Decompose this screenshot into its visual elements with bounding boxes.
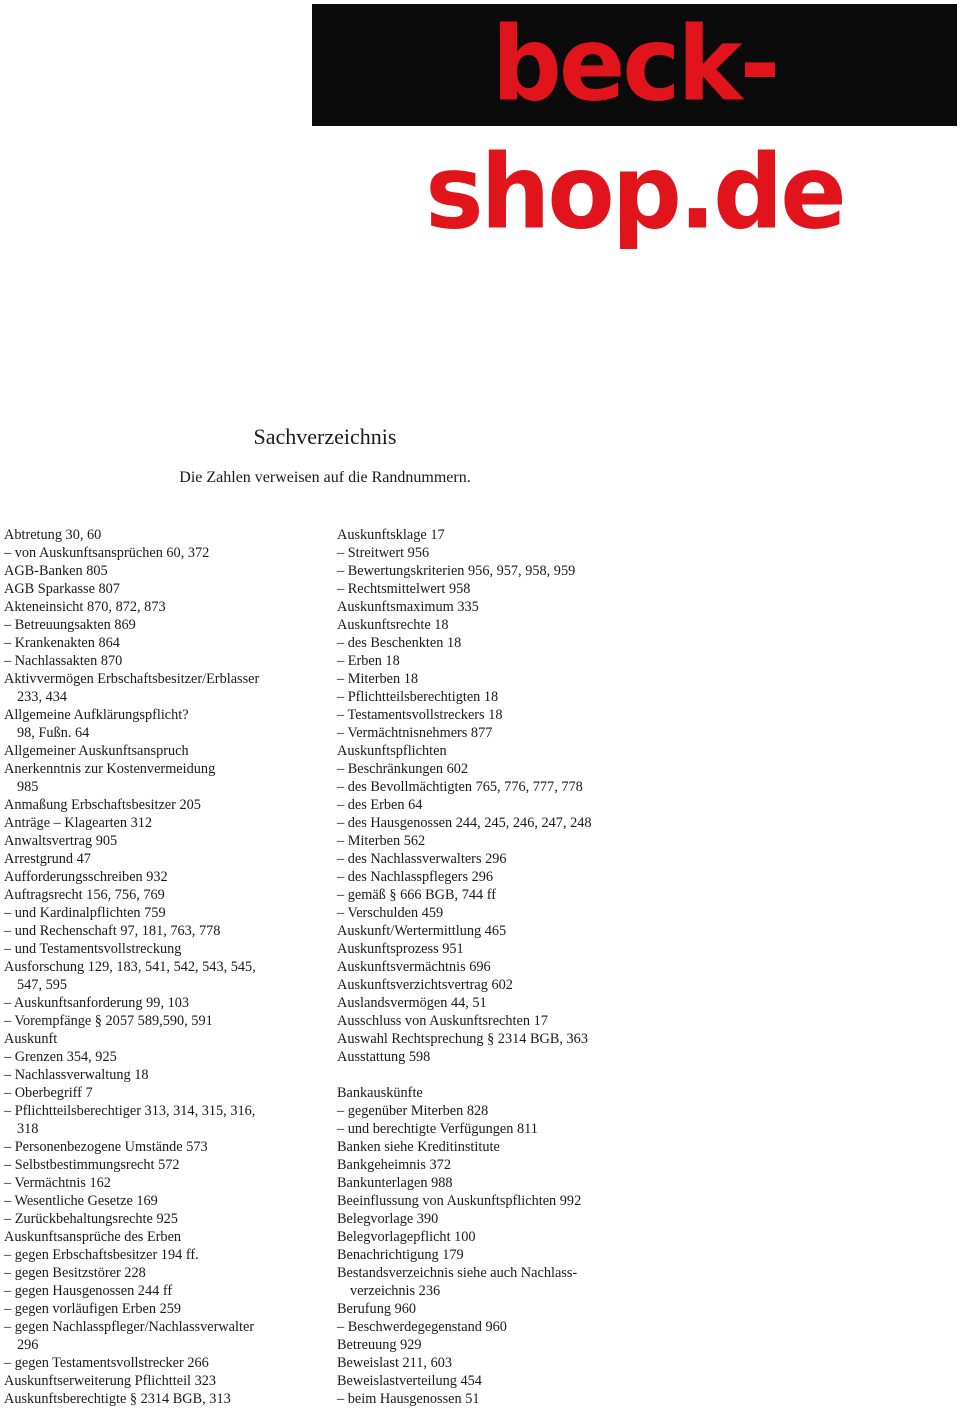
- index-column-left: [4, 526, 324, 1408]
- index-entry: AGB-Banken 805: [4, 563, 108, 579]
- index-entry: Auskunftsvermächtnis 696: [337, 959, 491, 975]
- index-entry: – Personenbezogene Umstände 573: [4, 1139, 208, 1155]
- index-entry: Auskunftsansprüche des Erben: [4, 1229, 182, 1245]
- index-entry: Benachrichtigung 179: [337, 1247, 464, 1263]
- index-entry: Anerkenntnis zur Kostenvermeidung: [4, 761, 216, 777]
- logo-text: beck-shop.de: [425, 5, 844, 253]
- index-entry: – Oberbegriff 7: [4, 1085, 93, 1101]
- index-entry: – Rechtsmittelwert 958: [337, 581, 471, 597]
- index-entry: – Streitwert 956: [337, 545, 430, 561]
- index-column-right: [337, 526, 957, 1408]
- index-entry: – Pflichtteilsberechtigten 18: [337, 689, 499, 705]
- index-entry: Auskunftsrechte 18: [337, 617, 449, 633]
- index-entry: Ausstattung 598: [337, 1049, 431, 1065]
- index-entry: – gegen Testamentsvollstrecker 266: [4, 1355, 209, 1371]
- index-entry: Anmaßung Erbschaftsbesitzer 205: [4, 797, 201, 813]
- index-entry: – Zurückbehaltungsrechte 925: [4, 1211, 178, 1227]
- index-entry: – gemäß § 666 BGB, 744 ff: [337, 887, 496, 903]
- index-entry: – Vermächtnisnehmers 877: [337, 725, 493, 741]
- index-entry: – des Beschenkten 18: [337, 635, 462, 651]
- index-entry: – und Kardinalpflichten 759: [4, 905, 166, 921]
- index-entry: Anträge – Klagearten 312: [4, 815, 153, 831]
- index-entry: Beweislast 211, 603: [337, 1355, 453, 1371]
- index-entry: – des Nachlasspflegers 296: [337, 869, 494, 885]
- index-entry: – gegen Hausgenossen 244 ff: [4, 1283, 173, 1299]
- index-entry: Beweislastverteilung 454: [337, 1373, 482, 1389]
- index-entry: 296: [17, 1337, 39, 1353]
- index-entry: – des Erben 64: [337, 797, 423, 813]
- index-entry: – Selbstbestimmungsrecht 572: [4, 1157, 180, 1173]
- page-subtitle: Die Zahlen verweisen auf die Randnummern.: [179, 469, 471, 486]
- beck-shop-logo: [312, 4, 957, 253]
- index-entry: Anwaltsvertrag 905: [4, 833, 118, 849]
- index-entry: – Testamentsvollstreckers 18: [337, 707, 503, 723]
- index-entry: Allgemeiner Auskunftsanspruch: [4, 743, 189, 759]
- index-entry: – Bewertungskriterien 956, 957, 958, 959: [337, 563, 576, 579]
- index-entry: – des Nachlassverwalters 296: [337, 851, 507, 867]
- index-entry: Auskunft/Wertermittlung 465: [337, 923, 507, 939]
- index-entry: – Nachlassakten 870: [4, 653, 123, 669]
- index-entry: Auswahl Rechtsprechung § 2314 BGB, 363: [337, 1031, 588, 1047]
- index-entry: AGB Sparkasse 807: [4, 581, 120, 597]
- index-entry: 233, 434: [17, 689, 68, 705]
- index-entry: – von Auskunftsansprüchen 60, 372: [4, 545, 210, 561]
- index-entry: Auskunftsmaximum 335: [337, 599, 479, 615]
- index-entry: – beim Hausgenossen 51: [337, 1391, 480, 1407]
- index-entry: – gegen Nachlasspfleger/Nachlassverwalter: [4, 1319, 255, 1335]
- index-entry: – Krankenakten 864: [4, 635, 120, 651]
- index-entry: verzeichnis 236: [350, 1283, 441, 1299]
- index-entry: – Pflichtteilsberechtiger 313, 314, 315, 316,: [4, 1103, 256, 1119]
- index-entry: Auskunftsverzichtsvertrag 602: [337, 977, 513, 993]
- index-entry: – und berechtigte Verfügungen 811: [337, 1121, 538, 1137]
- page-title: Sachverzeichnis: [253, 424, 397, 449]
- index-entry: Arrestgrund 47: [4, 851, 91, 867]
- index-entry: Bankunterlagen 988: [337, 1175, 453, 1191]
- index-entry: 985: [17, 779, 39, 795]
- index-entry: – Beschränkungen 602: [337, 761, 469, 777]
- index-entry: Auftragsrecht 156, 756, 769: [4, 887, 165, 903]
- index-entry: – Vermächtnis 162: [4, 1175, 111, 1191]
- index-entry: – des Hausgenossen 244, 245, 246, 247, 248: [337, 815, 592, 831]
- index-entry: Abtretung 30, 60: [4, 527, 102, 543]
- index-entry: – Auskunftsanforderung 99, 103: [4, 995, 190, 1011]
- index-entry: [337, 1066, 957, 1084]
- index-entry: Auskunftserweiterung Pflichtteil 323: [4, 1373, 217, 1389]
- index-entry: – gegen Besitzstörer 228: [4, 1265, 146, 1281]
- index-entry: 318: [17, 1121, 39, 1137]
- index-entry: 98, Fußn. 64: [17, 725, 90, 741]
- index-entry: Auskunft: [4, 1031, 58, 1047]
- index-entry: Auskunftspflichten: [337, 743, 447, 759]
- index-entry: – Betreuungsakten 869: [4, 617, 136, 633]
- index-entry: Banken siehe Kreditinstitute: [337, 1139, 500, 1155]
- index-entry: 547, 595: [17, 977, 68, 993]
- index-entry: Aktivvermögen Erbschaftsbesitzer/Erblasser: [4, 671, 260, 687]
- index-entry: Auskunftsprozess 951: [337, 941, 464, 957]
- index-entry: – Erben 18: [337, 653, 400, 669]
- index-entry: Belegvorlagepflicht 100: [337, 1229, 476, 1245]
- index-entry: – gegen vorläufigen Erben 259: [4, 1301, 182, 1317]
- index-entry: – gegen Erbschaftsbesitzer 194 ff.: [4, 1247, 199, 1263]
- index-entry: Auslandsvermögen 44, 51: [337, 995, 487, 1011]
- index-entry: Auskunftsklage 17: [337, 527, 445, 543]
- index-entry: – Vorempfänge § 2057 589,590, 591: [4, 1013, 213, 1029]
- index-entry: Bestandsverzeichnis siehe auch Nachlass-: [337, 1265, 578, 1281]
- index-entry: – und Rechenschaft 97, 181, 763, 778: [4, 923, 221, 939]
- index-entry: – des Bevollmächtigten 765, 776, 777, 778: [337, 779, 583, 795]
- index-entry: – Grenzen 354, 925: [4, 1049, 117, 1065]
- index-entry: Betreuung 929: [337, 1337, 422, 1353]
- index-entry: Bankauskünfte: [337, 1085, 423, 1101]
- index-entry: – und Testamentsvollstreckung: [4, 941, 182, 957]
- index-entry: – Verschulden 459: [337, 905, 444, 921]
- index-entry: Belegvorlage 390: [337, 1211, 439, 1227]
- index-entry: – Miterben 18: [337, 671, 418, 687]
- index-entry: – Beschwerdegegenstand 960: [337, 1319, 507, 1335]
- index-entry: Bankgeheimnis 372: [337, 1157, 451, 1173]
- index-entry: Allgemeine Aufklärungspflicht?: [4, 707, 189, 723]
- index-entry: Beeinflussung von Auskunftspflichten 992: [337, 1193, 582, 1209]
- index-entry: Aufforderungsschreiben 932: [4, 869, 168, 885]
- index-entry: – gegenüber Miterben 828: [337, 1103, 489, 1119]
- index-entry: Berufung 960: [337, 1301, 417, 1317]
- index-entry: – Wesentliche Gesetze 169: [4, 1193, 158, 1209]
- index-entry: Ausschluss von Auskunftsrechten 17: [337, 1013, 548, 1029]
- index-entry: – Nachlassverwaltung 18: [4, 1067, 149, 1083]
- index-entry: – Miterben 562: [337, 833, 426, 849]
- index-entry: Auskunftsberechtigte § 2314 BGB, 313: [4, 1391, 231, 1407]
- index-entry: Akteneinsicht 870, 872, 873: [4, 599, 166, 615]
- index-entry: Ausforschung 129, 183, 541, 542, 543, 545,: [4, 959, 256, 975]
